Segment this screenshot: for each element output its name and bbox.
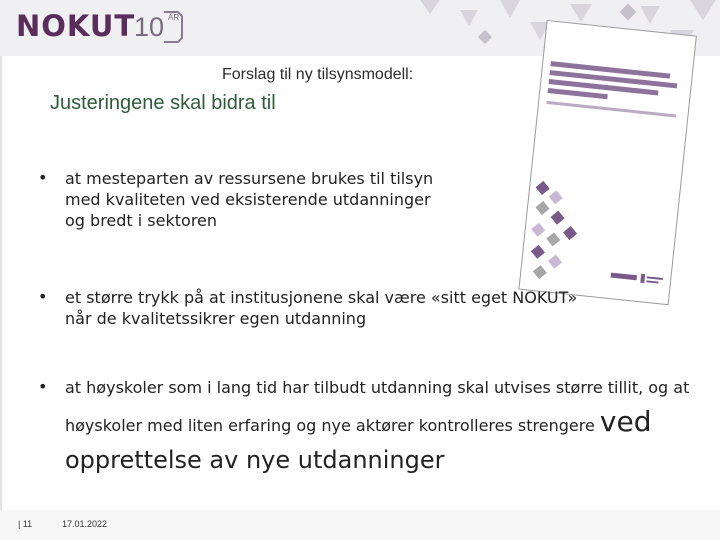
logo-bracket-icon	[160, 10, 184, 44]
bullet-dot: •	[38, 377, 48, 396]
slide-subtitle: Forslag til ny tilsynsmodell:	[222, 66, 414, 83]
footer-date: 17.01.2022	[62, 519, 108, 529]
bullet-text-line: at høyskoler som i lang tid har tilbudt utdanning skal utvises større tillit, og at	[65, 378, 690, 397]
slide-title: Justeringene skal bidra til	[50, 92, 276, 114]
bullet-text-line: opprettelse av nye utdanninger	[65, 446, 445, 474]
left-rule	[0, 56, 2, 510]
bullet-text	[65, 377, 715, 475]
bullet-dot: •	[38, 287, 48, 306]
bullet-text-large: ved	[599, 405, 652, 438]
bullet-text: et større trykk på at institusjonene skal være «sitt eget NOKUT» når de kvalitetssikrer egen utdanning	[65, 288, 578, 328]
anniversary-suffix: ÅR	[168, 13, 180, 22]
footer-bar	[0, 510, 720, 540]
bullet-text-line	[65, 405, 715, 443]
bullet-dot: •	[38, 168, 48, 187]
document-thumbnail-image	[462, 18, 720, 308]
bullet-text-small: høyskoler med liten erfaring og nye aktører kontrolleres strengere	[65, 416, 595, 435]
bullet-text: at mesteparten av ressursene brukes til tilsyn med kvaliteten ved eksisterende utdanninger og bredt i sektoren	[65, 169, 434, 230]
anniversary-number: 10	[134, 12, 165, 42]
nokut-logo-text: NOKUT	[16, 9, 136, 43]
page-number: | 11	[18, 519, 33, 529]
document-preview	[462, 18, 720, 308]
